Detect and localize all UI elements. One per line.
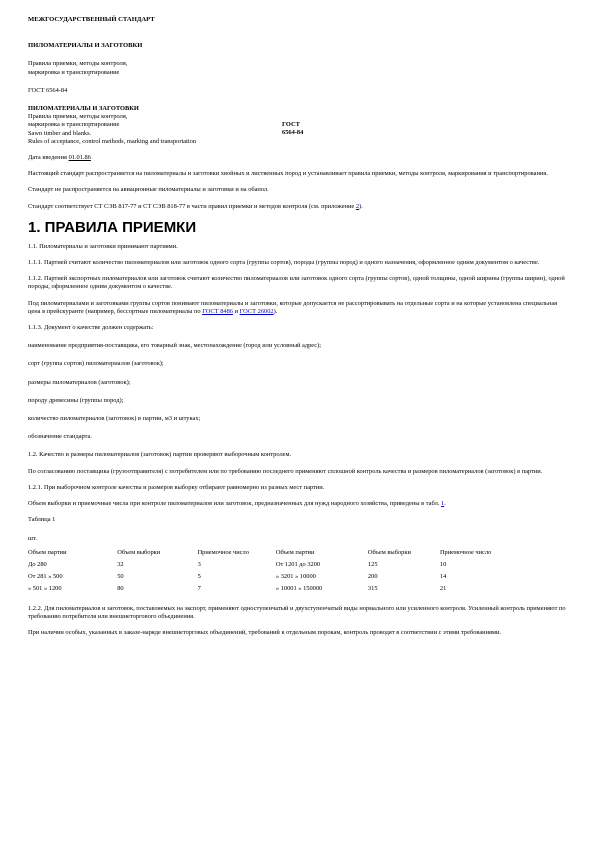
table-cell: 80 xyxy=(117,584,124,592)
table-cell: 7 xyxy=(197,584,201,592)
para-1-2-1: 1.2.1. При выборочном контроле качества и размеров выборку отбирают равномерно из разных мест партии. xyxy=(28,483,325,491)
intro-compliance: Стандарт соответствует СТ СЭВ 817-77 и СТ СЭВ 818-77 в части правил приемки и методов контроля (см. приложение 2). xyxy=(28,202,363,210)
para-1-1-3: 1.1.3. Документ о качестве должен содержать: xyxy=(28,324,154,332)
table-cell: До 280 xyxy=(28,560,47,568)
table-1-link[interactable]: 1 xyxy=(440,500,445,508)
table-cell: 14 xyxy=(439,572,447,580)
table-cell: 10 xyxy=(439,560,447,568)
list-item: наименование предприятия-поставщика, его товарный знак, местонахождение (город или условный адрес); xyxy=(28,342,322,350)
para-1-2: 1.2. Качество и размеры пиломатериалов (заготовок) партии проверяют выборочным контролем. xyxy=(28,451,292,459)
table-cell: 3 xyxy=(197,560,201,568)
table-unit: шт. xyxy=(28,534,37,542)
title-block xyxy=(28,42,568,95)
table-header-row xyxy=(28,549,498,561)
table-row xyxy=(28,585,498,597)
title-table-line-3: Sawn timber and blanks. xyxy=(28,129,92,137)
table-cell: 32 xyxy=(117,560,124,568)
table-cell: От 281 » 500 xyxy=(28,572,63,580)
para-1-1-2: 1.1.2. Партией экспортных пиломатериалов или заготовок считают количество пиломатериалов или заготовок одного сорта (группы сортов), одной толщины, одной ширины (группы ширин), одной породы, оформленное одним документом о качестве. xyxy=(28,275,565,291)
list-item: сорт (группа сортов) пиломатериалов (заготовок); xyxy=(28,360,164,368)
table-cell: От 1201 до 3200 xyxy=(275,560,321,568)
title-name: ПИЛОМАТЕРИАЛЫ И ЗАГОТОВКИ xyxy=(28,42,143,50)
list-item: породу древесины (группы пород); xyxy=(28,396,124,404)
list-item: количество пиломатериалов (заготовок) в партии, м3 и штуках; xyxy=(28,415,201,423)
table-cell: 5 xyxy=(197,572,201,580)
title-table-gost-label: ГОСТ xyxy=(282,121,300,129)
para-1-2-b: По согласованию поставщика (грузоотправителя) с потребителем или по требованию последнего применяют сплошной контроль качества и размеров пиломатериалов (заготовок) в партии. xyxy=(28,467,543,475)
intro-scope: Настоящий стандарт распространяется на пиломатериалы и заготовки хвойных и лиственных пород и устанавливает правила приемки, методы контроля, маркирования и транспортирования. xyxy=(28,170,548,178)
para-sample-volume: Объем выборки и приемочные числа при контроле пиломатериалов или заготовок, предназначенных для нужд народного хозяйства, приведены в табл. 1. xyxy=(28,500,446,508)
title-gost: ГОСТ 6564-84 xyxy=(28,86,68,94)
title-table-line-4: Rules of acceptance, control methods, marking and transportation xyxy=(28,137,197,145)
intro-exclusion: Стандарт не распространяется на авиационные пиломатериалы и заготовки и на обапол. xyxy=(28,186,269,194)
title-table-left xyxy=(28,105,282,146)
table-header-cell: Объем партии xyxy=(28,548,67,556)
standard-header: МЕЖГОСУДАРСТВЕННЫЙ СТАНДАРТ xyxy=(28,16,155,23)
table-header-cell: Объем партии xyxy=(275,548,315,556)
title-subtitle-2: маркировка и транспортирование xyxy=(28,68,120,76)
title-subtitle-1: Правила приемки, методы контроля, xyxy=(28,60,128,68)
document-page xyxy=(28,16,568,637)
table-header-cell: Объем выборки xyxy=(367,548,411,556)
table-row xyxy=(28,561,498,573)
intro-date-value: 01.01.86 xyxy=(68,154,91,162)
para-group-sorts: Под пиломатериалами и заготовками группы сортов понимают пиломатериалы и заготовки, которые допускается не рассортировывать на отдельные сорта и на которые установлена специальная цена в прейскуранте (например, бессортные пиломатериалы по ГОСТ 8486 и ГОСТ 26002). xyxy=(28,299,558,315)
table-cell: 125 xyxy=(367,560,378,568)
title-table-name: ПИЛОМАТЕРИАЛЫ И ЗАГОТОВКИ xyxy=(28,105,139,113)
para-1-2-2: 1.2.2. Для пиломатериалов и заготовок, поставляемых на экспорт, применяют одноступенчатый и двухступенчатый виды нормального или усиленного контроля. Усиленный контроль применяют по требованию потребителя или внешнеторгового объединения. xyxy=(28,604,566,620)
intro-date: Дата введения 01.01.86 xyxy=(28,154,91,162)
appendix-2-link[interactable]: 2 xyxy=(355,202,360,210)
title-table-line-2: маркировка и транспортирование xyxy=(28,121,120,129)
table-header-cell: Приемочное число xyxy=(439,548,492,556)
table-label: Таблица 1 xyxy=(28,516,56,524)
table-row xyxy=(28,573,498,585)
table-cell: » 10001 » 150000 xyxy=(275,584,323,592)
section-1-heading: 1. ПРАВИЛА ПРИЕМКИ xyxy=(28,218,197,236)
table-header-cell: Приемочное число xyxy=(197,548,249,556)
gost-26002-link[interactable]: ГОСТ 26002 xyxy=(239,307,274,315)
table-cell: 200 xyxy=(367,572,378,580)
para-special-requirements: При наличии особых, указанных в заказе-наряде внешнеторговых объединений, требований к отдельным порокам, контроль проводят в соответствии с этими требованиями. xyxy=(28,629,501,637)
table-cell: » 3201 » 10000 xyxy=(275,572,316,580)
list-item: обозначение стандарта. xyxy=(28,433,92,441)
table-cell: » 501 » 1200 xyxy=(28,584,62,592)
table-cell: 315 xyxy=(367,584,378,592)
table-cell: 21 xyxy=(439,584,447,592)
list-item: размеры пиломатериалов (заготовок); xyxy=(28,378,131,386)
gost-8486-link[interactable]: ГОСТ 8486 xyxy=(202,307,233,315)
title-table-line-1: Правила приемки, методы контроля, xyxy=(28,113,128,121)
para-1-1-1: 1.1.1. Партией считают количество пиломатериалов или заготовок одного сорта (группы сортов), породы (группы пород) и одного назначения, оформленное одним документом о качестве. xyxy=(28,259,540,267)
title-table-right xyxy=(282,105,402,146)
title-table xyxy=(28,105,568,146)
table-cell: 50 xyxy=(117,572,124,580)
table-header-cell: Объем выборки xyxy=(117,548,161,556)
title-table-gost-number: 6564-84 xyxy=(282,129,304,137)
sampling-table xyxy=(28,549,498,597)
para-1-1: 1.1. Пиломатериалы и заготовки принимают партиями. xyxy=(28,242,178,250)
